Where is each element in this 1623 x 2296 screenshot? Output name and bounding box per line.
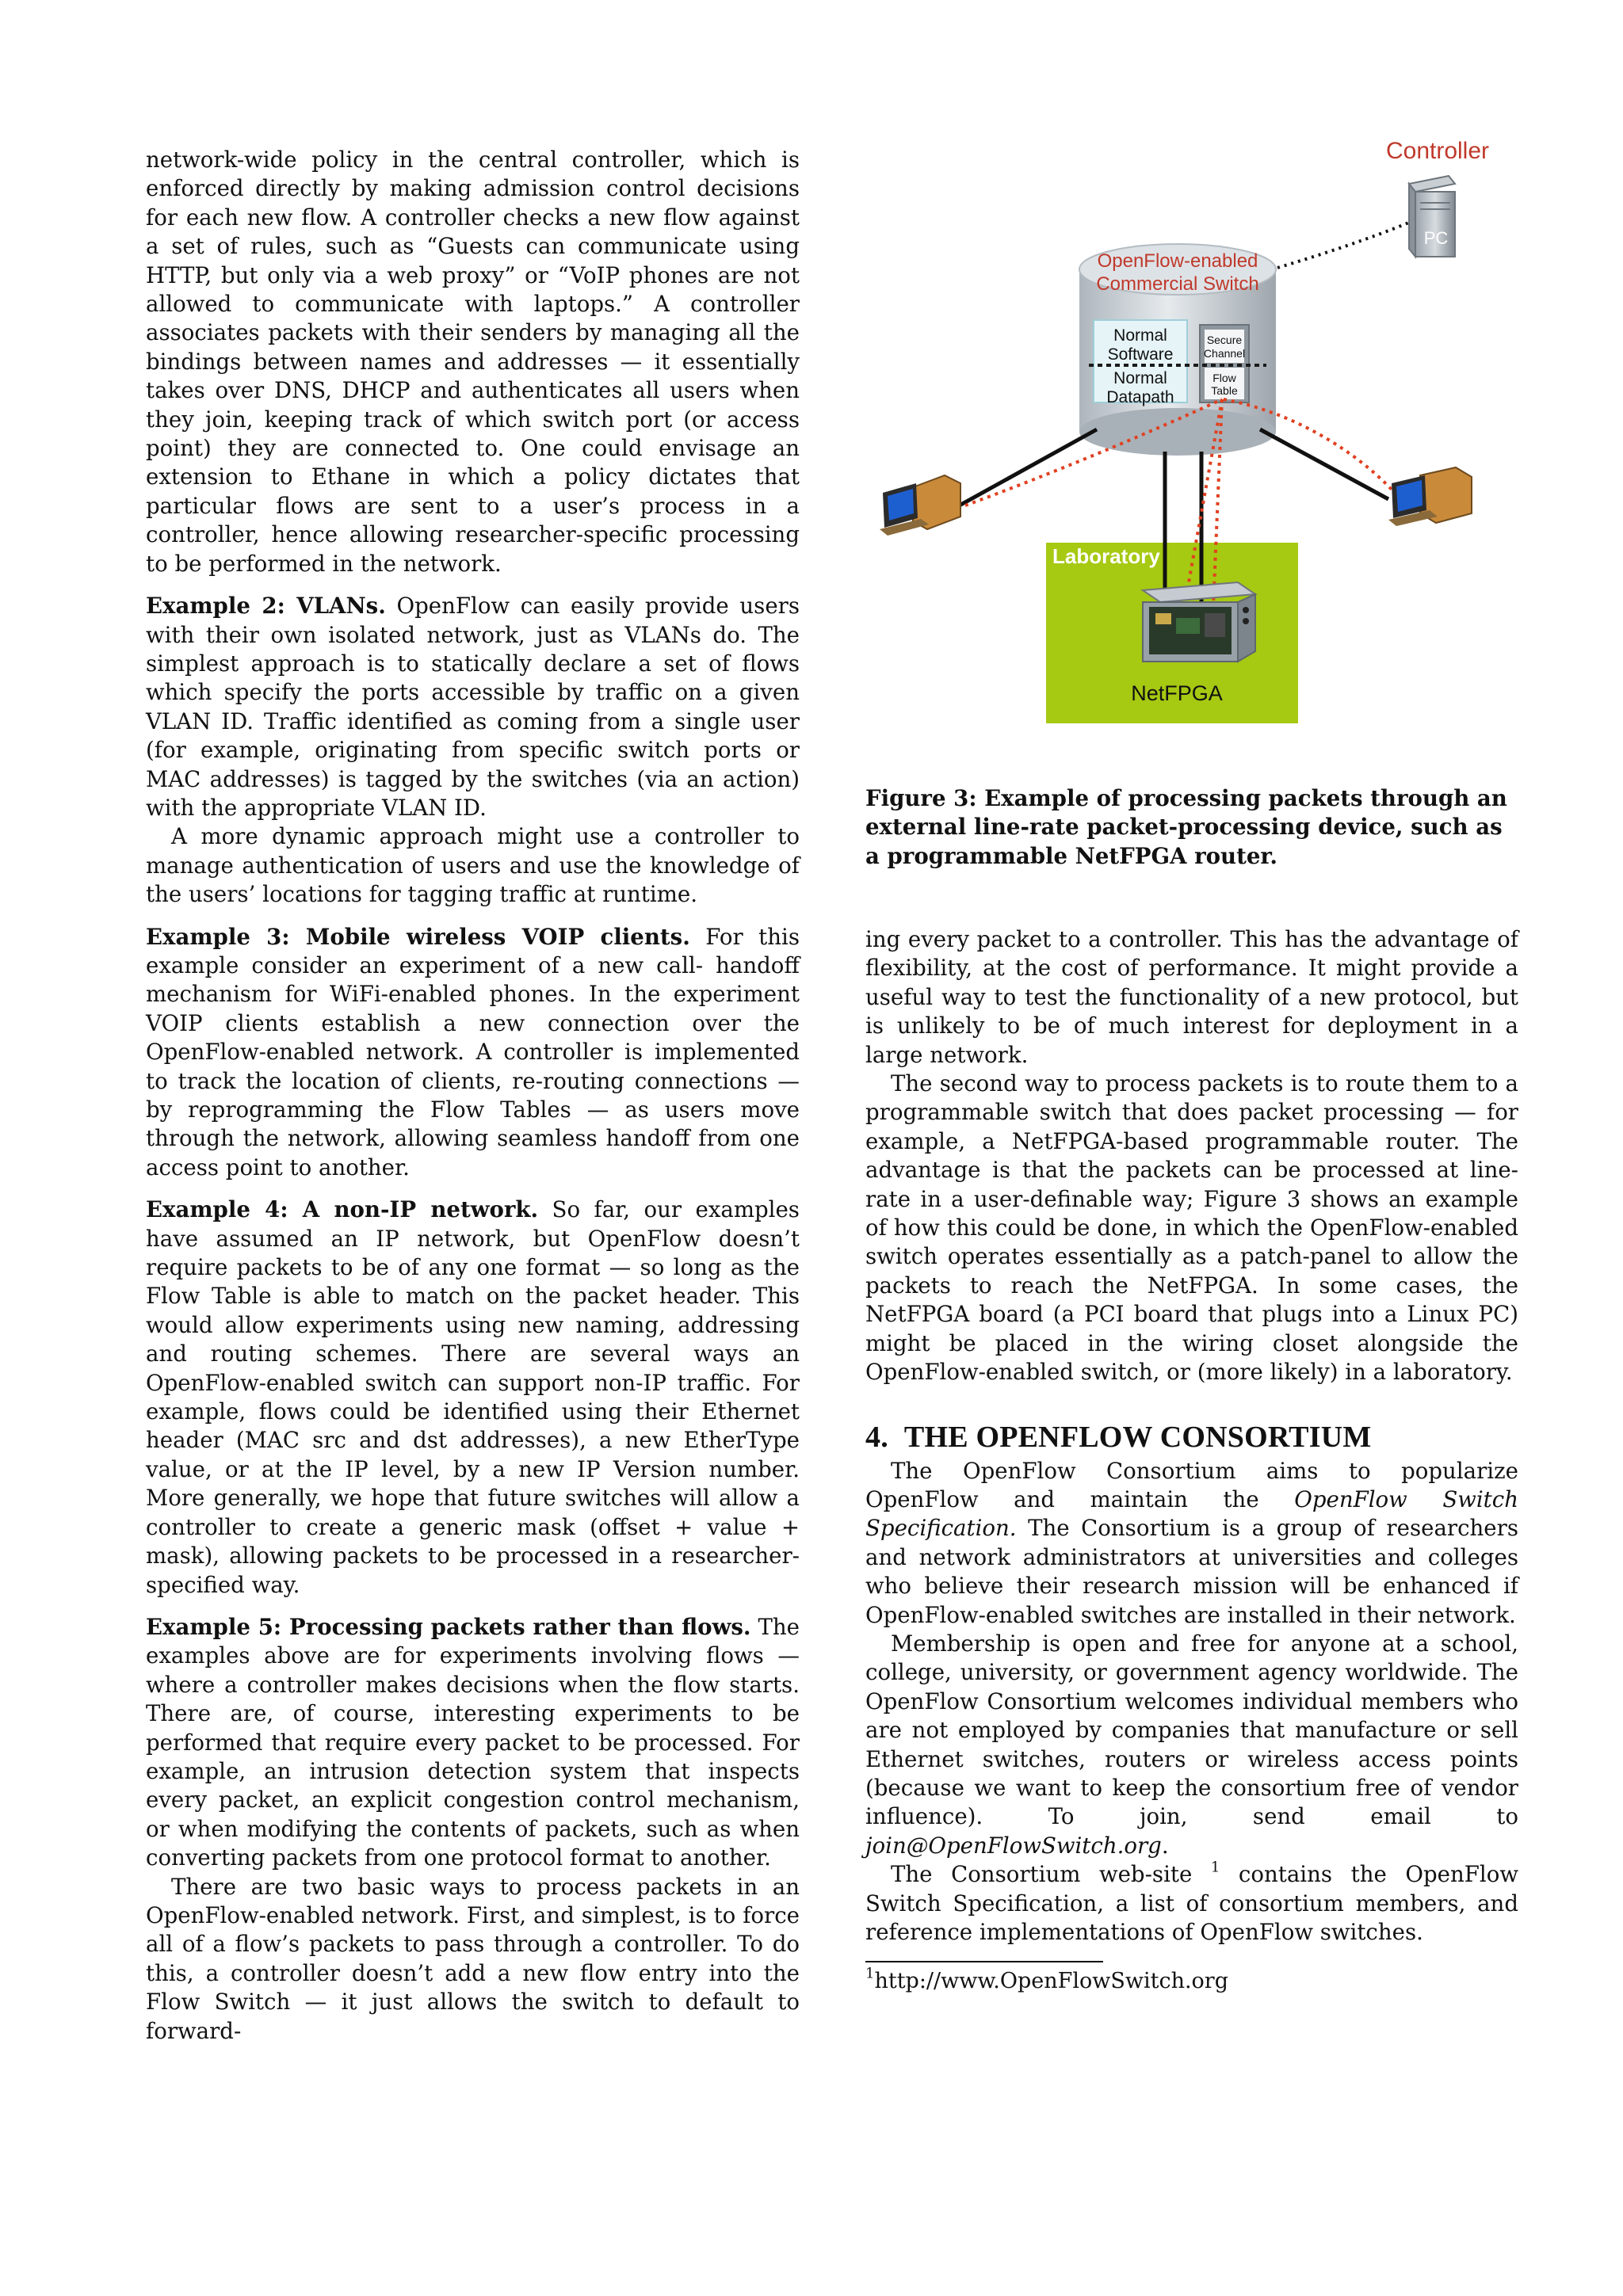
- section-number: 4.: [865, 1420, 888, 1454]
- figure-3-caption: Figure 3: Example of processing packets through an external line-rate packet-processing device, such as a programmable NetFPGA router.: [865, 785, 1507, 869]
- switch-label-line2: Commercial Switch: [1096, 273, 1259, 295]
- example-4-body: So far, our examples have assumed an IP network, but OpenFlow doesn’t require packets to be of any one format — so long as the Flow Table is able to match on the packet header. This would allow experiments using new naming, addressing and routing schemes. There are several ways an OpenFlow-enabled switch can support non-IP traffic. For example, flows could be identified using their Ethernet header (MAC src and dst addresses), a new EtherType value, or at the IP level, by a new IP Version number. More generally, we hope that future switches will allow a controller to create a generic mask (offset + value + mask), allowing packets to be processed in a researcher-specified way.: [146, 1196, 800, 1598]
- figure-3-diagram: [865, 135, 1518, 737]
- right-host-computer-icon: [1388, 467, 1472, 526]
- example-2-body: OpenFlow can easily provide users with their own isolated network, just as VLANs do. The simplest approach is to statically declare a set of flows which specify the ports accessible by traffic on a given VLAN ID. Traffic identified as coming from a single user (for example, originating from specific switch ports or MAC addresses) is tagged by the switches (via an action) with the appropriate VLAN ID.: [146, 593, 800, 821]
- normal-software-line1: Normal: [1113, 326, 1167, 345]
- footnote-ref: 1: [1210, 1859, 1220, 1876]
- example-3-title: Example 3: Mobile wireless VOIP clients.: [146, 923, 690, 950]
- flow-table-line1: Flow: [1212, 372, 1236, 384]
- laboratory-label: Laboratory: [1052, 544, 1160, 568]
- website-text-a: The Consortium web-site: [891, 1861, 1211, 1888]
- netfpga-device-icon: [1143, 582, 1255, 662]
- paragraph-dynamic-approach: A more dynamic approach might use a controller to manage authentication of users and use the knowledge of the users’ locations for tagging traffic at runtime.: [146, 823, 800, 908]
- example-4-non-ip: [146, 1196, 800, 1600]
- consortium-aims-text-a: The OpenFlow Consortium aims to popularize OpenFlow and maintain the: [865, 1457, 1518, 1512]
- left-host-computer-icon: [880, 475, 960, 536]
- example-3-voip: [146, 923, 800, 1183]
- right-column: [865, 925, 1518, 1996]
- paragraph-second-way: The second way to process packets is to route them to a programmable switch that does packet processing — for example, a NetFPGA-based programmable router. The advantage is that the packets can be processed at line-rate in a user-definable way; Figure 3 shows an example of how this could be done, in which the OpenFlow-enabled switch operates essentially as a patch-panel to allow the packets to reach the NetFPGA. In some cases, the NetFPGA board (a PCI board that plugs into a Linux PC) might be placed in the wiring closet alongside the OpenFlow-enabled switch, or (more likely) in a laboratory.: [865, 1070, 1518, 1386]
- footnote-divider: [865, 1961, 1103, 1962]
- openflow-switch-cylinder: [1079, 244, 1276, 456]
- paragraph-membership: [865, 1630, 1518, 1860]
- example-5-title: Example 5: Processing packets rather than flows.: [146, 1613, 751, 1640]
- switch-label-line1: OpenFlow-enabled: [1097, 250, 1258, 272]
- secure-channel-line1: Secure: [1206, 334, 1243, 346]
- example-4-title: Example 4: A non-IP network.: [146, 1196, 539, 1223]
- example-3-body: For this example consider an experiment of a new call- handoff mechanism for WiFi-enabled phones. In the experiment VOIP clients establish a new connection over the OpenFlow-enabled network. A controller is implemented to track the location of clients, re-routing connections — by reprogramming the Flow Tables — as users move through the network, allowing seamless handoff from one access point to another.: [146, 923, 800, 1180]
- membership-text-a: Membership is open and free for anyone at a school, college, university, or government agency worldwide. The OpenFlow Consortium welcomes individual members who are not employed by companies that manufacture or sell Ethernet switches, routers or wireless access points (because we want to keep the consortium free of vendor influence). To join, send email to: [865, 1630, 1518, 1830]
- netfpga-label: NetFPGA: [1131, 681, 1223, 705]
- paragraph-website: [865, 1860, 1518, 1947]
- normal-datapath-line1: Normal: [1113, 369, 1167, 387]
- pc-label: PC: [1423, 228, 1449, 248]
- section-heading-consortium: [865, 1419, 1518, 1455]
- paragraph-ethane: network-wide policy in the central controller, which is enforced directly by making admission control decisions for each new flow. A controller checks a new flow against a set of rules, such as “Guests can communicate using HTTP, but only via a web proxy” or “VoIP phones are not allowed to communicate with laptops.” A controller associates packets with their senders by managing all the bindings between names and addresses — it essentially takes over DNS, DHCP and authenticates all users when they join, keeping track of which switch port (or access point) they are connected to. One could envisage an extension to Ethane in which a policy dictates that particular flows are sent to a user’s process in a controller, hence allowing researcher-specific processing to be performed in the network.: [146, 147, 800, 577]
- secure-channel-line2: Channel: [1203, 347, 1246, 360]
- membership-text-b: .: [1161, 1832, 1169, 1859]
- consortium-aims-text-b: The Consortium is a group of researchers and network administrators at universities and colleges who believe their research mission will be enhanced if OpenFlow-enabled switches are installed in their network.: [865, 1515, 1518, 1628]
- flow-table-line2: Table: [1211, 384, 1238, 397]
- example-5-body: The examples above are for experiments involving flows — where a controller makes decisions when the flow starts. There are, of course, interesting experiments to be performed that require every packet to be processed. For example, an intrusion detection system that inspects every packet, an explicit congestion control mechanism, or when modifying the contents of packets, such as when converting packets from one protocol format to another.: [146, 1613, 800, 1871]
- paragraph-forwarding: ing every packet to a controller. This has the advantage of flexibility, at the cost of performance. It might provide a useful way to test the functionality of a new protocol, but is unlikely to be of much interest for deployment in a large network.: [865, 926, 1518, 1068]
- controller-label: Controller: [1385, 138, 1490, 164]
- controller-pc-icon: [1409, 176, 1455, 257]
- spec-title-italic: OpenFlow Switch Specification.: [865, 1486, 1518, 1542]
- paragraph-two-ways: There are two basic ways to process packets in an OpenFlow-enabled network. First, and simplest, is to force all of a flow’s packets to pass through a controller. To do this, a controller doesn’t add a new flow entry into the Flow Switch — it just allows the switch to default to forward-: [146, 1873, 800, 2044]
- footnote-mark: 1: [865, 1965, 875, 1982]
- website-text-b: contains the OpenFlow Switch Specification, a list of consortium members, and reference implementations of OpenFlow switches.: [865, 1861, 1518, 1945]
- section-title: THE OPENFLOW CONSORTIUM: [903, 1420, 1372, 1454]
- controller-link-dotted: [1277, 222, 1411, 268]
- example-5-packets: [146, 1613, 800, 1873]
- paragraph-consortium-aims: [865, 1457, 1518, 1630]
- footnote: [865, 1967, 1518, 1996]
- left-column: [146, 146, 800, 2046]
- join-email-link[interactable]: join@OpenFlowSwitch.org: [865, 1832, 1162, 1859]
- example-2-vlans: [146, 592, 800, 822]
- figure-3: [865, 135, 1518, 737]
- link-right-host: [1260, 429, 1388, 499]
- footnote-url[interactable]: http://www.OpenFlowSwitch.org: [874, 1969, 1228, 1994]
- normal-software-line2: Software: [1107, 345, 1174, 364]
- example-2-title: Example 2: VLANs.: [146, 593, 386, 620]
- normal-datapath-line2: Datapath: [1106, 388, 1174, 406]
- link-left-host: [957, 429, 1097, 507]
